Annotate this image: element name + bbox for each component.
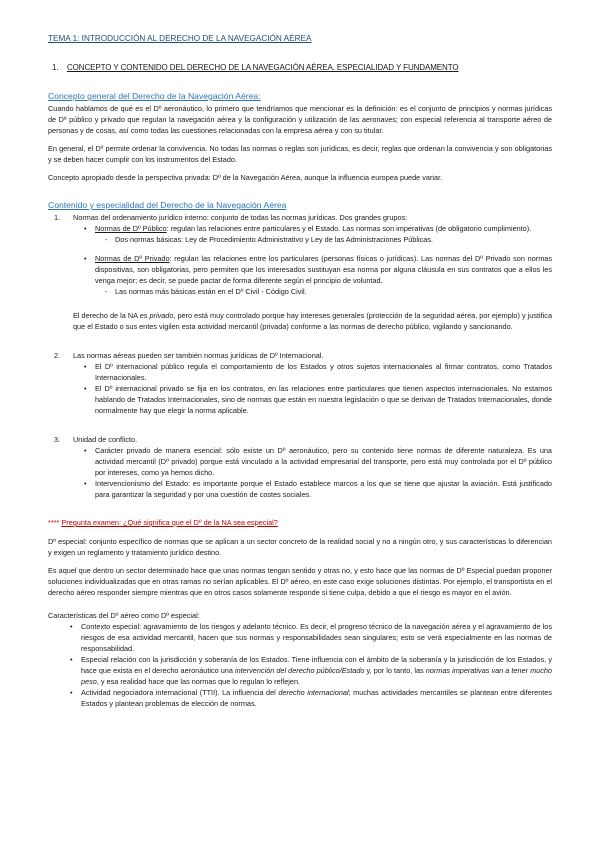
privado-dash-item: - Las normas más básicas están en el Dº Civil - Código Civil. (115, 286, 552, 297)
dash-list (95, 234, 552, 245)
publico-label: Normas de Dº Público (95, 224, 167, 233)
caracteristica-2 (81, 654, 552, 687)
caracteristica-1: • Contexto especial: agravamiento de los riesgos y adelanto técnico. Es decir, el progreso técnico de la navegación aérea y el agravamiento de los riesgos de esa actividad mercantil, hacen que sus normas y responsabilidades sean singulares; esto se verá especialmente en las normas de responsabilidad. (81, 621, 552, 654)
list-item-1-intro: Normas del ordenamiento jurídico interno: conjunto de todas las normas jurídicas. Dos grandes grupos: (73, 213, 408, 222)
text-run: y, por lo tanto, las (364, 666, 426, 675)
text-emphasis: normas imperativas van a tener mucho peso (81, 666, 552, 686)
bullet-list (73, 445, 552, 500)
exam-question-text: : ¿Qué significa que el Dº de la NA sea especial? (119, 518, 278, 527)
list-item-2-intro: Las normas aéreas pueden ser también normas jurídicas de Dº Internacional. (73, 351, 324, 360)
list-item-3 (48, 434, 552, 500)
contenido-heading: Contenido y especialidad del Derecho de la Navegación Aérea (48, 200, 287, 210)
concepto-paragraph-1: Cuando hablamos de qué es el Dº aeronáutico, lo primero que tendríamos que mencionar es la definición: es el conjunto de principios y normas jurídicas de Dº público y privado que regulan la navegación aérea y la configuración y utilización de las aeronaves; con especial referencia al transporte aéreo de personas y de cosas, así como todas las cuestiones relacionadas con la empresa aérea y con su titular. (48, 104, 552, 135)
list-item-3-intro: Unidad de conflicto. (73, 435, 138, 444)
text-run: Actividad negociadora internacional (TTII). La influencia del (81, 688, 279, 697)
text-run: , y esa realidad hace que las normas que lo regulan lo reflejen. (96, 677, 301, 686)
especial-paragraph-1: Dº especial: conjunto específico de normas que se aplican a un sector concreto de la realidad social y no a ningún otro, y sus características lo diferencian y exigen un reglamento y tratamiento jurídico destino. (48, 537, 552, 557)
bullet-publico (95, 223, 552, 245)
bullet-list (73, 361, 552, 416)
bullet-dipr: • El Dº internacional privado se fija en los contratos, en las relaciones entre particulares que tienen aspectos internacionales. No estamos hablando de Tratados Internacionales, sino de normas que están en nuestra legislación o que se derivan de Tratados Internacionales, donde normalmente hay que elegir la norma aplicable. (95, 383, 552, 416)
list-number: 1. (54, 213, 61, 222)
section-heading (48, 62, 552, 73)
especial-paragraph-2: Es aquel que dentro un sector determinado hace que unas normas tengan sentido y otras no, y esto hace que las normas de Dº Especial puedan proponer soluciones individualizadas que en otras ramas no serían aplicables. El Dº aéreo, en este caso exige soluciones distintas. Por ejemplo, el transportista en el derecho aéreo responder siempre mientras que en otros casos solamente responde si tiene culpa, debido a que el riesgo es mayor en el avión. (48, 566, 552, 597)
stars-marker: **** (48, 518, 62, 527)
text-emphasis: derecho internacional (278, 688, 349, 697)
text-run: Especial relación con la jurisdicción y soberanía de los Estados. Tiene influencia con el ámbito de la soberanía y la jurisdicción de los Estados, y hace que exista en el derecho aeronáutico una (81, 655, 552, 675)
text-run: El derecho de la NA (73, 311, 140, 320)
list-item-2 (48, 350, 552, 416)
publico-text: : regulan las relaciones entre particulares y el Estado. Las normas son imperativas (de obligatorio cumplimiento). (166, 224, 532, 233)
item1-closing-paragraph (73, 310, 552, 332)
dash-list (95, 286, 552, 297)
publico-dash-item: - Dos normas básicas: Ley de Procedimiento Administrativo y Ley de las Administraciones Públicas. (115, 234, 552, 245)
exam-question (48, 517, 552, 528)
list-number: 3. (54, 435, 61, 444)
concepto-paragraph-3: Concepto apropiado desde la perspectiva privada: Dº de la Navegación Aérea, aunque la influencia europea puede variar. (48, 173, 443, 182)
bullet-intervencionismo: • Intervencionismo del Estado: es importante porque el Estado establece marcos a los que se tiene que ajustar la aviación. Está justificado para garantizar la seguridad y por una cuestión de costes sociales. (95, 478, 552, 500)
section-title: CONCEPTO Y CONTENIDO DEL DERECHO DE LA NAVEGACIÓN AÉREA. ESPECIALIDAD Y FUNDAMENTO (67, 63, 459, 72)
caracteristica-3 (81, 687, 552, 709)
list-number: 2. (54, 351, 61, 360)
privado-label: Normas de Dº Privado (95, 254, 170, 263)
exam-label: Pregunta examen (61, 518, 119, 527)
concepto-paragraph-2: En general, el Dº permite ordenar la convivencia. No todas las normas o reglas son jurídicas, es decir, reglas que ordenan la convivencia y son obligatorias y se deben hacer cumplir con los instrumentos del Estado. (48, 144, 552, 164)
privado-text: : regulan las relaciones entre los particulares (personas físicas o jurídicas). Las normas del Dº Privado son normas dispositivas, son obligatorias, pero permiten que los interesados sustituyan esa norma por alguna cláusula en sus contratos que a ellos les venga mejor; es decir, se puede pactar de forma diferente según el principio de voluntad. (95, 254, 552, 285)
caracteristicas-list (48, 621, 552, 709)
page-title: TEMA 1: INTRODUCCIÓN AL DERECHO DE LA NAVEGACIÓN AÉREA (48, 34, 312, 43)
caracteristicas-heading: Características del Dº aéreo como Dº especial: (48, 611, 200, 620)
bullet-caracter-privado: • Carácter privado de manera esencial: sólo existe un Dº aeronáutico, pero su contenido tiene normas de diferente naturaleza. Es una actividad mercantil (Dº privado) porque está vinculado a la actividad empresarial del transporte, pero está muy controlada por el Dº público por intereses, como ya hemos dicho. (95, 445, 552, 478)
list-item-1 (48, 212, 552, 332)
text-emphasis: es privado (139, 311, 174, 320)
text-run: ; muchas actividades mercantiles se plantean entre diferentes Estados y plantean problemas de elección de normas. (81, 688, 552, 708)
bullet-list (73, 223, 552, 297)
section-number: 1. (52, 63, 59, 72)
bullet-privado (95, 253, 552, 297)
text-emphasis: intervención del derecho público/Estado (234, 666, 365, 675)
bullet-dip: • El Dº internacional público regula el comportamiento de los Estados y otros sujetos internacionales al firmar contratos, como Tratados Internacionales. (95, 361, 552, 383)
text-run: , pero está muy controlado porque hay intereses generales (protección de la seguridad aérea, por ejemplo) y justifica que el Estado o sus entes vigilen esta actividad mercantil (privada) conforme a las normas de derecho público, vigilando y sancionando. (73, 311, 553, 331)
concepto-heading: Concepto general del Derecho de la Navegación Aérea: (48, 91, 261, 101)
